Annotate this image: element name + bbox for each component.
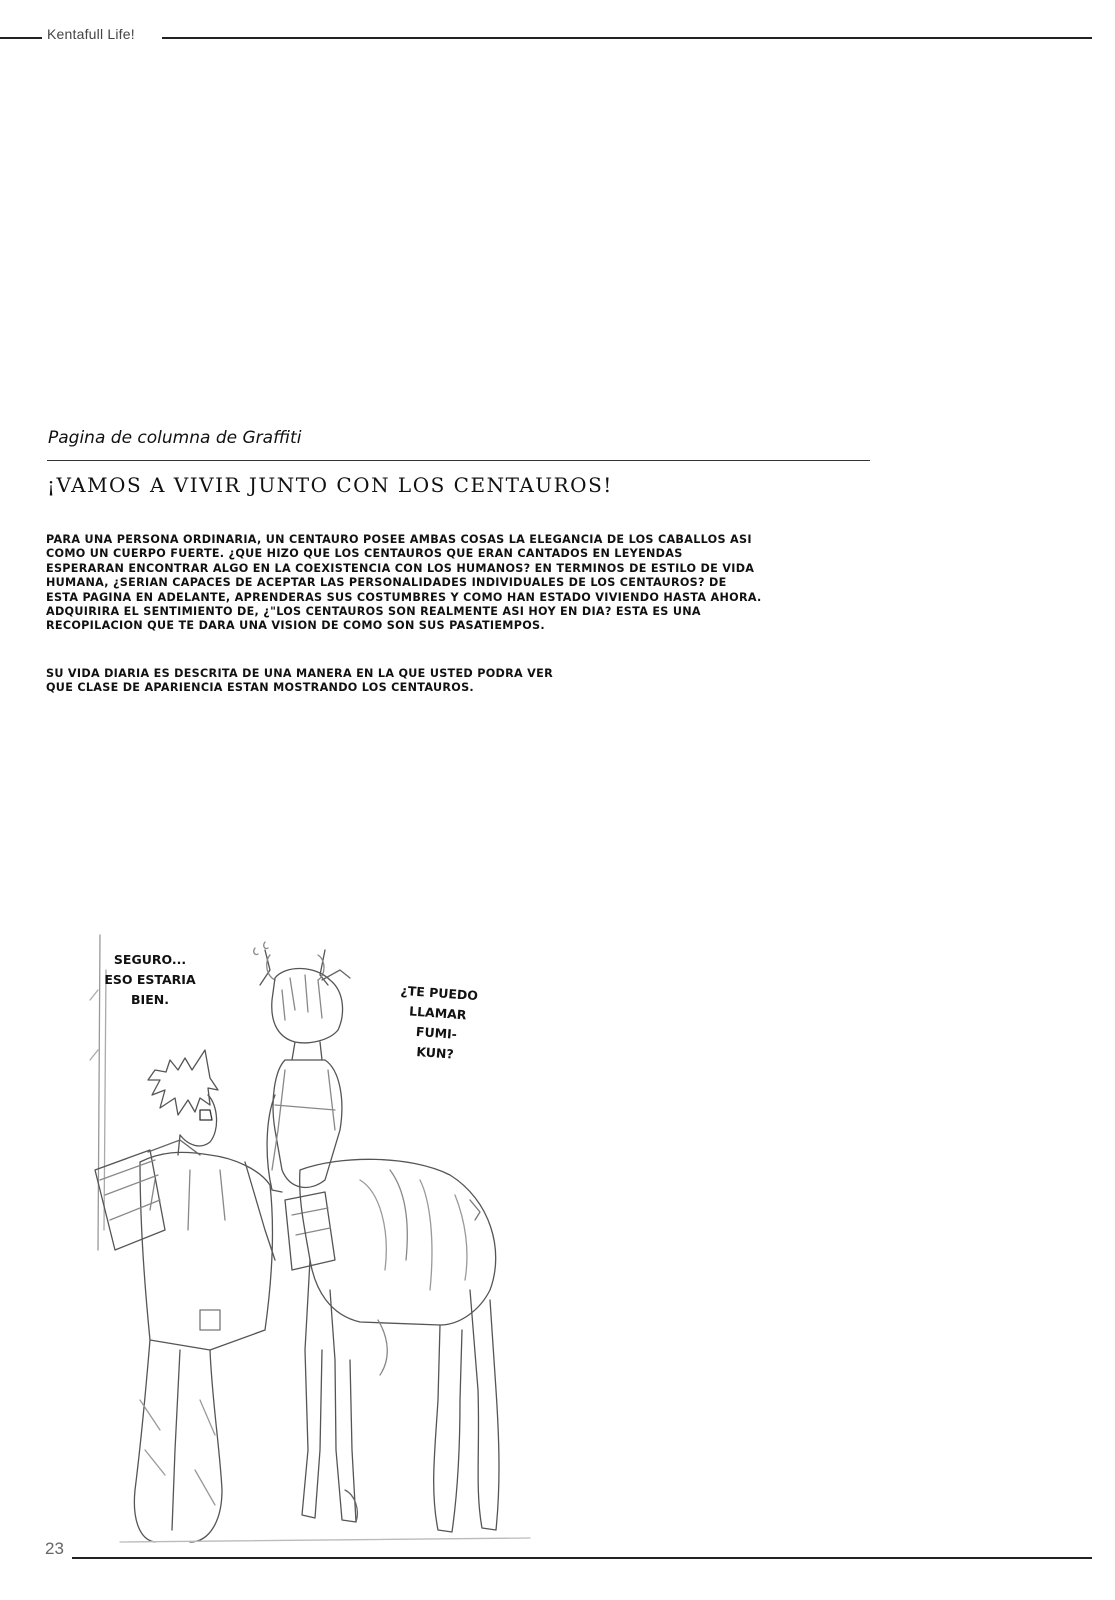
speech-bubble-girl xyxy=(384,980,489,1067)
header-rule-left xyxy=(0,37,42,39)
text-line: ADQUIRIRA EL SENTIMIENTO DE, ¿"LOS CENTAUROS SON REALMENTE ASI HOY EN DIA? ESTA ES UNA xyxy=(46,604,701,618)
bubble-line: BIEN. xyxy=(131,992,169,1007)
bubble-line: LLAMAR xyxy=(408,1003,467,1023)
pencil-sketch-illustration xyxy=(60,930,600,1550)
text-line: QUE CLASE DE APARIENCIA ESTAN MOSTRANDO LOS CENTAUROS. xyxy=(46,681,474,695)
page-number: 23 xyxy=(45,1539,64,1558)
running-header-title: Kentafull Life! xyxy=(47,26,135,42)
intro-paragraph xyxy=(46,533,762,634)
text-line: ESTA PAGINA EN ADELANTE, APRENDERAS SUS COSTUMBRES Y COMO HAN ESTADO VIVIENDO HASTA AHORA. xyxy=(46,590,762,604)
text-line: HUMANA, ¿SERIAN CAPACES DE ACEPTAR LAS PERSONALIDADES INDIVIDUALES DE LOS CENTAUROS? DE xyxy=(46,576,727,590)
speech-bubble-boy xyxy=(104,950,196,1010)
text-line: SU VIDA DIARIA ES DESCRITA DE UNA MANERA EN LA QUE USTED PODRA VER xyxy=(46,667,553,680)
bubble-line: KUN? xyxy=(415,1044,455,1062)
text-line: ESPERARAN ENCONTRAR ALGO EN LA COEXISTENCIA CON LOS HUMANOS? EN TERMINOS DE ESTILO DE VIDA xyxy=(46,561,755,575)
column-title: ¡VAMOS A VIVIR JUNTO CON LOS CENTAUROS! xyxy=(47,473,613,497)
daily-life-paragraph xyxy=(46,667,553,696)
bubble-line: SEGURO... xyxy=(113,952,187,967)
header-rule-right xyxy=(162,37,1092,39)
bubble-line: ¿TE PUEDO xyxy=(400,982,479,1004)
column-heading: Pagina de columna de Graffiti xyxy=(48,428,302,448)
bubble-line: FUMI- xyxy=(415,1023,458,1042)
footer-rule xyxy=(72,1557,1092,1559)
bubble-line: ESO ESTARIA xyxy=(104,972,196,987)
text-line: RECOPILACION QUE TE DARA UNA VISION DE COMO SON SUS PASATIEMPOS. xyxy=(46,619,545,633)
text-line: COMO UN CUERPO FUERTE. ¿QUE HIZO QUE LOS CENTAUROS QUE ERAN CANTADOS EN LEYENDAS xyxy=(46,547,683,561)
text-line: PARA UNA PERSONA ORDINARIA, UN CENTAURO POSEE AMBAS COSAS LA ELEGANCIA DE LOS CABALLOS ASI xyxy=(46,533,752,546)
column-divider xyxy=(47,460,870,461)
